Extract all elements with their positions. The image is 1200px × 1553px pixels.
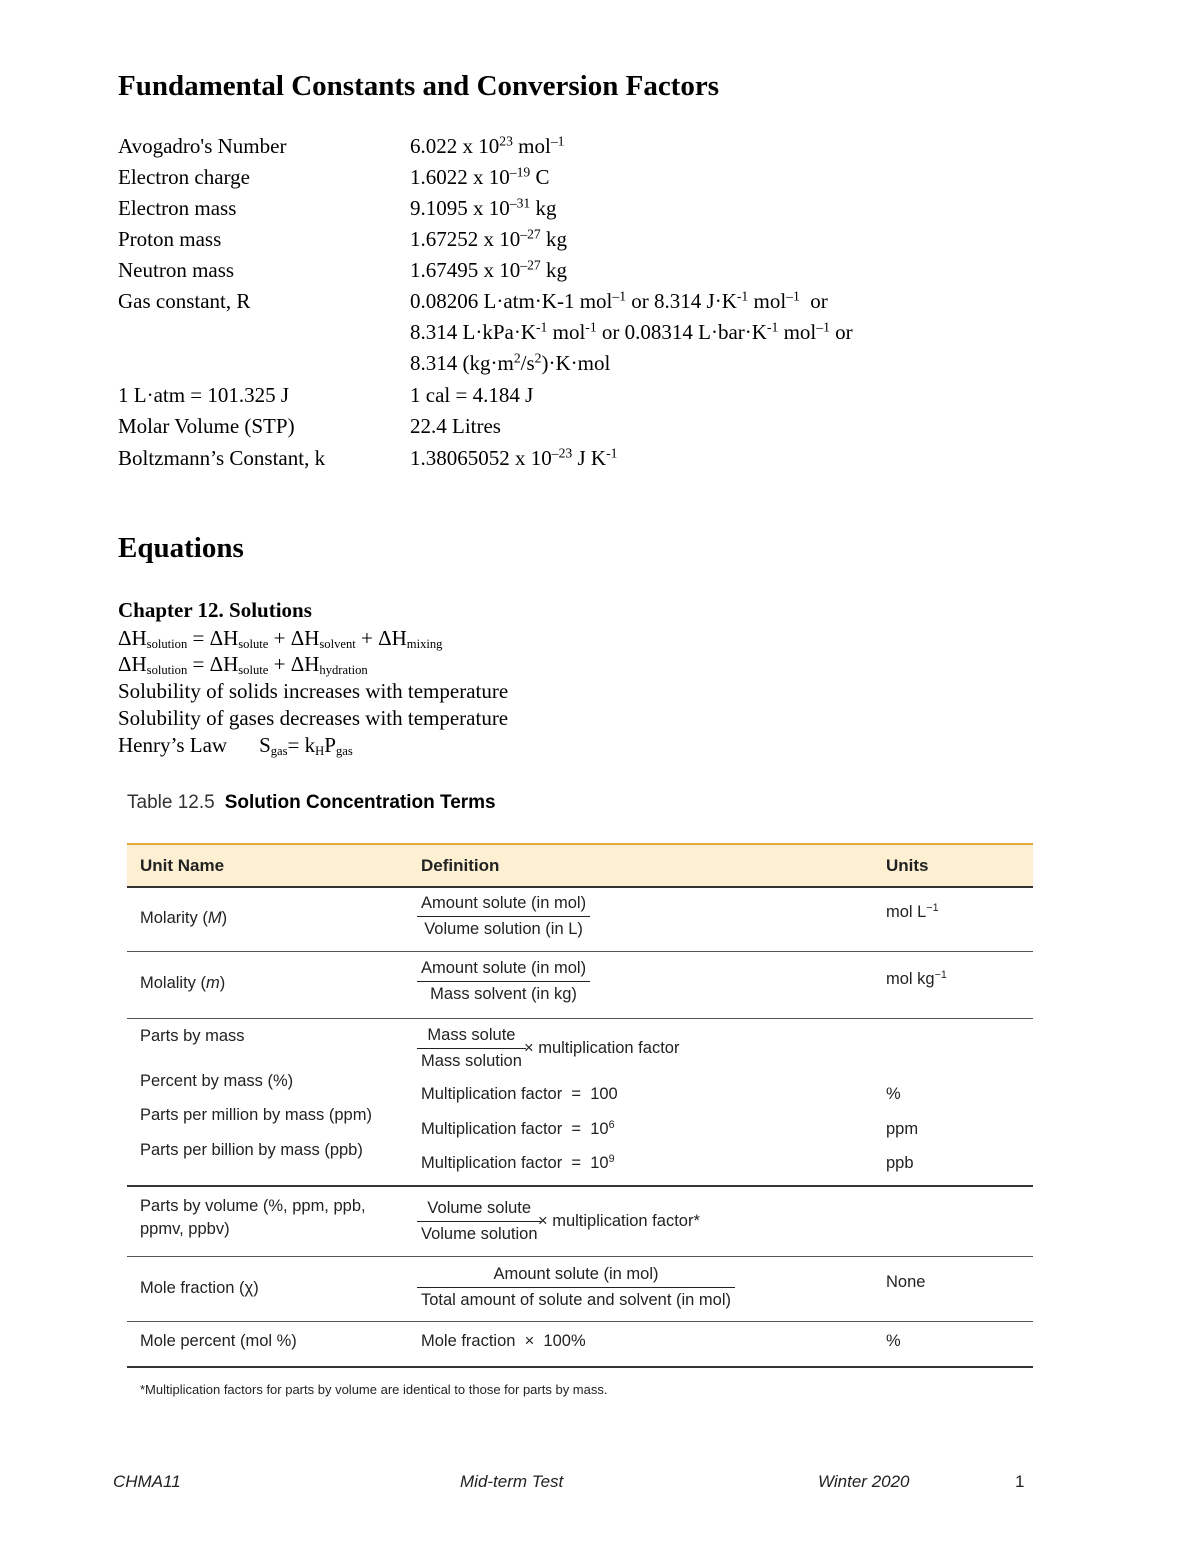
table-footnote: *Multiplication factors for parts by volume are identical to those for parts by mass. bbox=[140, 1382, 608, 1397]
footer-page-number: 1 bbox=[1015, 1472, 1025, 1491]
solubility-gases-note: Solubility of gases decreases with temperature bbox=[118, 706, 509, 730]
constant-label-neutron-mass: Neutron mass bbox=[118, 258, 235, 282]
constant-label-electron-mass: Electron mass bbox=[118, 196, 237, 220]
constant-value-gas-constant-line3: 8.314 $(kg\cdot m^2/s^2)\cdot K\cdot mol$ bbox=[410, 350, 611, 375]
footer-test: Mid-term Test bbox=[460, 1472, 564, 1491]
row-mole-percent-definition: Mole fraction × 100% bbox=[421, 1332, 586, 1350]
page-title: Fundamental Constants and Conversion Factors bbox=[118, 70, 719, 102]
row-mole-fraction-name: Mole fraction (χ) bbox=[140, 1279, 259, 1297]
constant-value-cal: 1 cal = 4.184 J bbox=[410, 383, 534, 407]
footer-course: CHMA11 bbox=[113, 1472, 181, 1491]
solubility-solids-note: Solubility of solids increases with temperature bbox=[118, 679, 509, 703]
equation-enthalpy-solution-mixing: $\Delta H_{solution} = \Delta H_{solute} + \Delta H_{solvent} + \Delta H_{mixing}$ bbox=[118, 626, 443, 652]
row-molarity-name: Molarity (M) bbox=[140, 909, 228, 927]
row-divider bbox=[127, 1018, 1033, 1019]
row-mole-percent-units: % bbox=[886, 1332, 901, 1350]
constant-value-neutron-mass: 1.67495 x $10^{-27}$ kg bbox=[410, 257, 567, 282]
row-parts-by-mass-fraction: Mass solute Mass solution bbox=[417, 1026, 526, 1071]
equations-heading: Equations bbox=[118, 532, 244, 564]
row-ppb-units: ppb bbox=[886, 1154, 914, 1172]
row-parts-by-volume-name: Parts by volume (%, ppm, ppb, ppmv, ppbv) bbox=[140, 1197, 366, 1238]
constant-label-molar-volume: Molar Volume (STP) bbox=[118, 414, 295, 438]
row-mole-fraction-definition: Amount solute (in mol) Total amount of solute and solvent (in mol) bbox=[417, 1265, 735, 1310]
row-parts-by-mass-name: Parts by mass bbox=[140, 1027, 245, 1045]
row-percent-by-mass-definition: Multiplication factor = 100 bbox=[421, 1085, 618, 1103]
row-parts-by-volume-factor: × multiplication factor* bbox=[538, 1212, 700, 1230]
header-definition: Definition bbox=[421, 856, 500, 875]
constant-label-latm: 1 L·atm = 101.325 J bbox=[118, 383, 290, 407]
chapter-heading: Chapter 12. Solutions bbox=[118, 598, 312, 622]
row-divider bbox=[127, 1256, 1033, 1257]
constant-label-avogadro: Avogadro's Number bbox=[118, 134, 287, 158]
row-mole-fraction-units: None bbox=[886, 1273, 926, 1291]
row-divider bbox=[127, 1185, 1033, 1187]
constant-label-boltzmann: Boltzmann’s Constant, k bbox=[118, 446, 326, 470]
row-ppm-definition: Multiplication factor = $10^6$ bbox=[421, 1119, 615, 1138]
table-caption: Table 12.5 Solution Concentration Terms bbox=[127, 792, 496, 813]
row-divider bbox=[127, 1321, 1033, 1322]
row-mole-percent-name: Mole percent (mol %) bbox=[140, 1332, 297, 1350]
row-parts-by-mass-factor: × multiplication factor bbox=[524, 1039, 680, 1057]
constant-label-proton-mass: Proton mass bbox=[118, 227, 222, 251]
row-molality-name: Molality (m) bbox=[140, 974, 226, 992]
row-divider bbox=[127, 951, 1033, 952]
constant-value-electron-mass: 9.1095 x $10^{-31}$ kg bbox=[410, 195, 557, 220]
constant-value-gas-constant-line2: 8.314 $L\cdot kPa\cdot K^{-1}$ mol$^{-1}$ or 0.08314 $L\cdot bar\cdot K^{-1}$ mol$^{-1}$ or bbox=[410, 319, 853, 344]
constant-value-gas-constant-line1: 0.08206 L·atm·K-1 mol$^{-1}$ or 8.314 $J\cdot K^{-1}$ mol$^{-1}$ or bbox=[410, 288, 828, 313]
constant-value-molar-volume: 22.4 Litres bbox=[410, 414, 501, 438]
row-molality-units: mol $kg^{-1}$ bbox=[886, 969, 947, 988]
table-bottom-rule bbox=[127, 1366, 1033, 1368]
row-percent-by-mass-units: % bbox=[886, 1085, 901, 1103]
header-unit-name: Unit Name bbox=[140, 856, 225, 875]
henrys-law: Henry’s Law $S_{gas}= k_HP_{gas}$ bbox=[118, 733, 353, 759]
row-percent-by-mass-name: Percent by mass (%) bbox=[140, 1072, 294, 1090]
row-molarity-definition: Amount solute (in mol) Volume solution (in L) bbox=[417, 894, 590, 939]
row-ppb-definition: Multiplication factor = $10^9$ bbox=[421, 1153, 615, 1172]
row-molality-definition: Amount solute (in mol) Mass solvent (in kg) bbox=[417, 959, 590, 1004]
row-molarity-units: mol $L^{-1}$ bbox=[886, 902, 939, 921]
row-ppm-units: ppm bbox=[886, 1120, 919, 1138]
footer-term: Winter 2020 bbox=[818, 1472, 910, 1491]
row-ppm-name: Parts per million by mass (ppm) bbox=[140, 1106, 372, 1124]
equation-enthalpy-solution-hydration: $\Delta H_{solution} = \Delta H_{solute} + \Delta H_{hydration}$ bbox=[118, 652, 368, 678]
constant-label-gas-constant: Gas constant, R bbox=[118, 289, 251, 313]
constant-value-proton-mass: 1.67252 x $10^{-27}$ kg bbox=[410, 226, 567, 251]
constant-value-avogadro: 6.022 x $10^{23}$ mol$^{-1}$ bbox=[410, 133, 565, 158]
table-header bbox=[127, 843, 1033, 888]
header-units: Units bbox=[886, 856, 929, 875]
constant-value-boltzmann: 1.38065052 x $10^{-23}$ J $K^{-1}$ bbox=[410, 445, 618, 470]
constant-value-electron-charge: 1.6022 x $10^{-19}$ C bbox=[410, 164, 550, 189]
row-parts-by-volume-fraction: Volume solute Volume solution bbox=[417, 1199, 542, 1244]
constant-label-electron-charge: Electron charge bbox=[118, 165, 250, 189]
row-ppb-name: Parts per billion by mass (ppb) bbox=[140, 1141, 363, 1159]
